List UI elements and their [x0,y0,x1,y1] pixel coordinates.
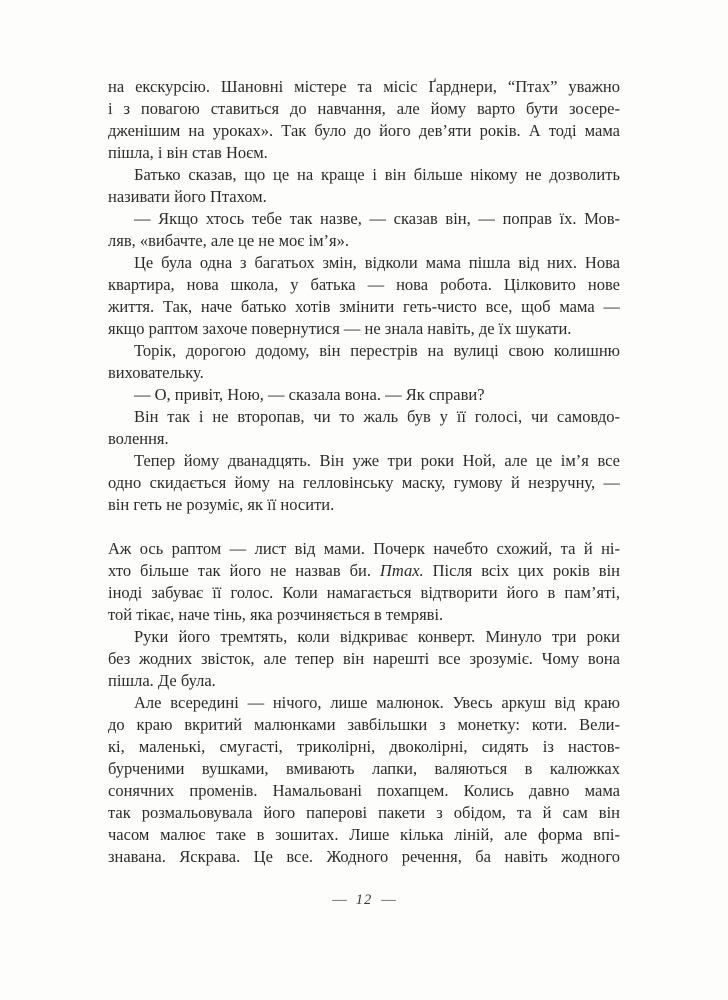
text-line: іноді забуває її голос. Коли намагається відтворити його в пам’яті, [108,583,620,602]
text-line: так розмальовувала його паперові пакети з обідом, та й сам він [108,803,620,822]
page-number-dash-right: — [381,892,396,908]
page-number [108,892,620,909]
paragraph [108,340,620,384]
text-line: сонячних променів. Намальовані похапцем. Колись давно мама [108,781,620,800]
paragraph [108,384,620,406]
text-line: — О, привіт, Ною, — сказала вона. — Як справи? [134,385,485,404]
paragraph [108,76,620,164]
text-line: — Якщо хтось тебе так назве, — сказав він, — поправ їх. Мов- [134,209,620,228]
text-line: пішла. Де була. [108,671,216,690]
text-line: волення. [108,429,169,448]
text-line: і з повагою ставиться до навчання, але йому варто бути зосере- [108,99,620,118]
emphasized-text: Птах. [379,561,424,580]
text-line: квартира, нова школа, у батька — нова робота. Цілковито нове [108,275,620,294]
text-line: Торік, дорогою додому, він перестрів на вулиці свою колишню [134,341,620,360]
text-line: бурченими вушками, вмивають лапки, валяються в калюжках [108,759,620,778]
text-line: ляв, «вибачте, але це не моє ім’я». [108,231,349,250]
text-line: без жодних звісток, але тепер він нарешті все зрозуміє. Чому вона [108,649,620,668]
text-line: дженішим на уроках». Так було до його дев’яти років. А тоді мама [108,121,620,140]
paragraph [108,208,620,252]
page-number-value: 12 [355,892,373,908]
page-text [108,76,620,868]
paragraph [108,164,620,208]
text-line: той тікає, наче тінь, яка розчиняється в темряві. [108,605,444,624]
text-line: життя. Так, наче батько хотів змінити геть-чисто все, щоб мама — [108,297,620,316]
page-number-dash-left: — [332,892,347,908]
text-line: до краю вкритий малюнками завбільшки з монетку: коти. Вели- [108,715,620,734]
text-line: Це була одна з багатьох змін, відколи мама пішла від них. Нова [134,253,620,272]
text-line: Але всередині — нічого, лише малюнок. Увесь аркуш від краю [134,693,620,712]
text-line: пішла, і він став Ноєм. [108,143,268,162]
text-line: одно скидається йому на гелловінську маску, гумову й незручну, — [108,473,620,492]
text-line: якщо раптом захоче повернутися — не знала навіть, де їх шукати. [108,319,572,338]
text-line: Він так і не второпав, чи то жаль був у її голосі, чи самовдо- [134,407,620,426]
text-line: Руки його тремтять, коли відкриває конверт. Минуло три роки [134,627,620,646]
paragraph [108,692,620,868]
text-line: на екскурсію. Шановні містере та місіс Ґарднери, “Птах” уважно [108,77,620,96]
text-line: часом малює таке в зошитах. Лише кілька ліній, але форма впі- [108,825,620,844]
paragraph [108,538,620,626]
text-line: він геть не розуміє, як її носити. [108,495,335,514]
text-line: Аж ось раптом — лист від мами. Почерк начебто схожий, та й ні- [108,539,620,558]
paragraph [108,626,620,692]
paragraph [108,252,620,340]
paragraph [108,406,620,450]
text-line: хто більше так його не назвав би. Птах. Після всіх цих років він [108,561,620,580]
paragraph [108,450,620,516]
text-line: Батько сказав, що це на краще і він більше нікому не дозволить [134,165,620,184]
text-line: Тепер йому дванадцять. Він уже три роки Ной, але це ім’я все [134,451,620,470]
text-line: знавана. Яскрава. Це все. Жодного речення, ба навіть жодного [108,847,620,866]
text-line: виховательку. [108,363,204,382]
text-line: називати його Птахом. [108,187,267,206]
text-line: кі, маленькі, смугасті, триколірні, двоколірні, сидять із настов- [108,737,620,756]
